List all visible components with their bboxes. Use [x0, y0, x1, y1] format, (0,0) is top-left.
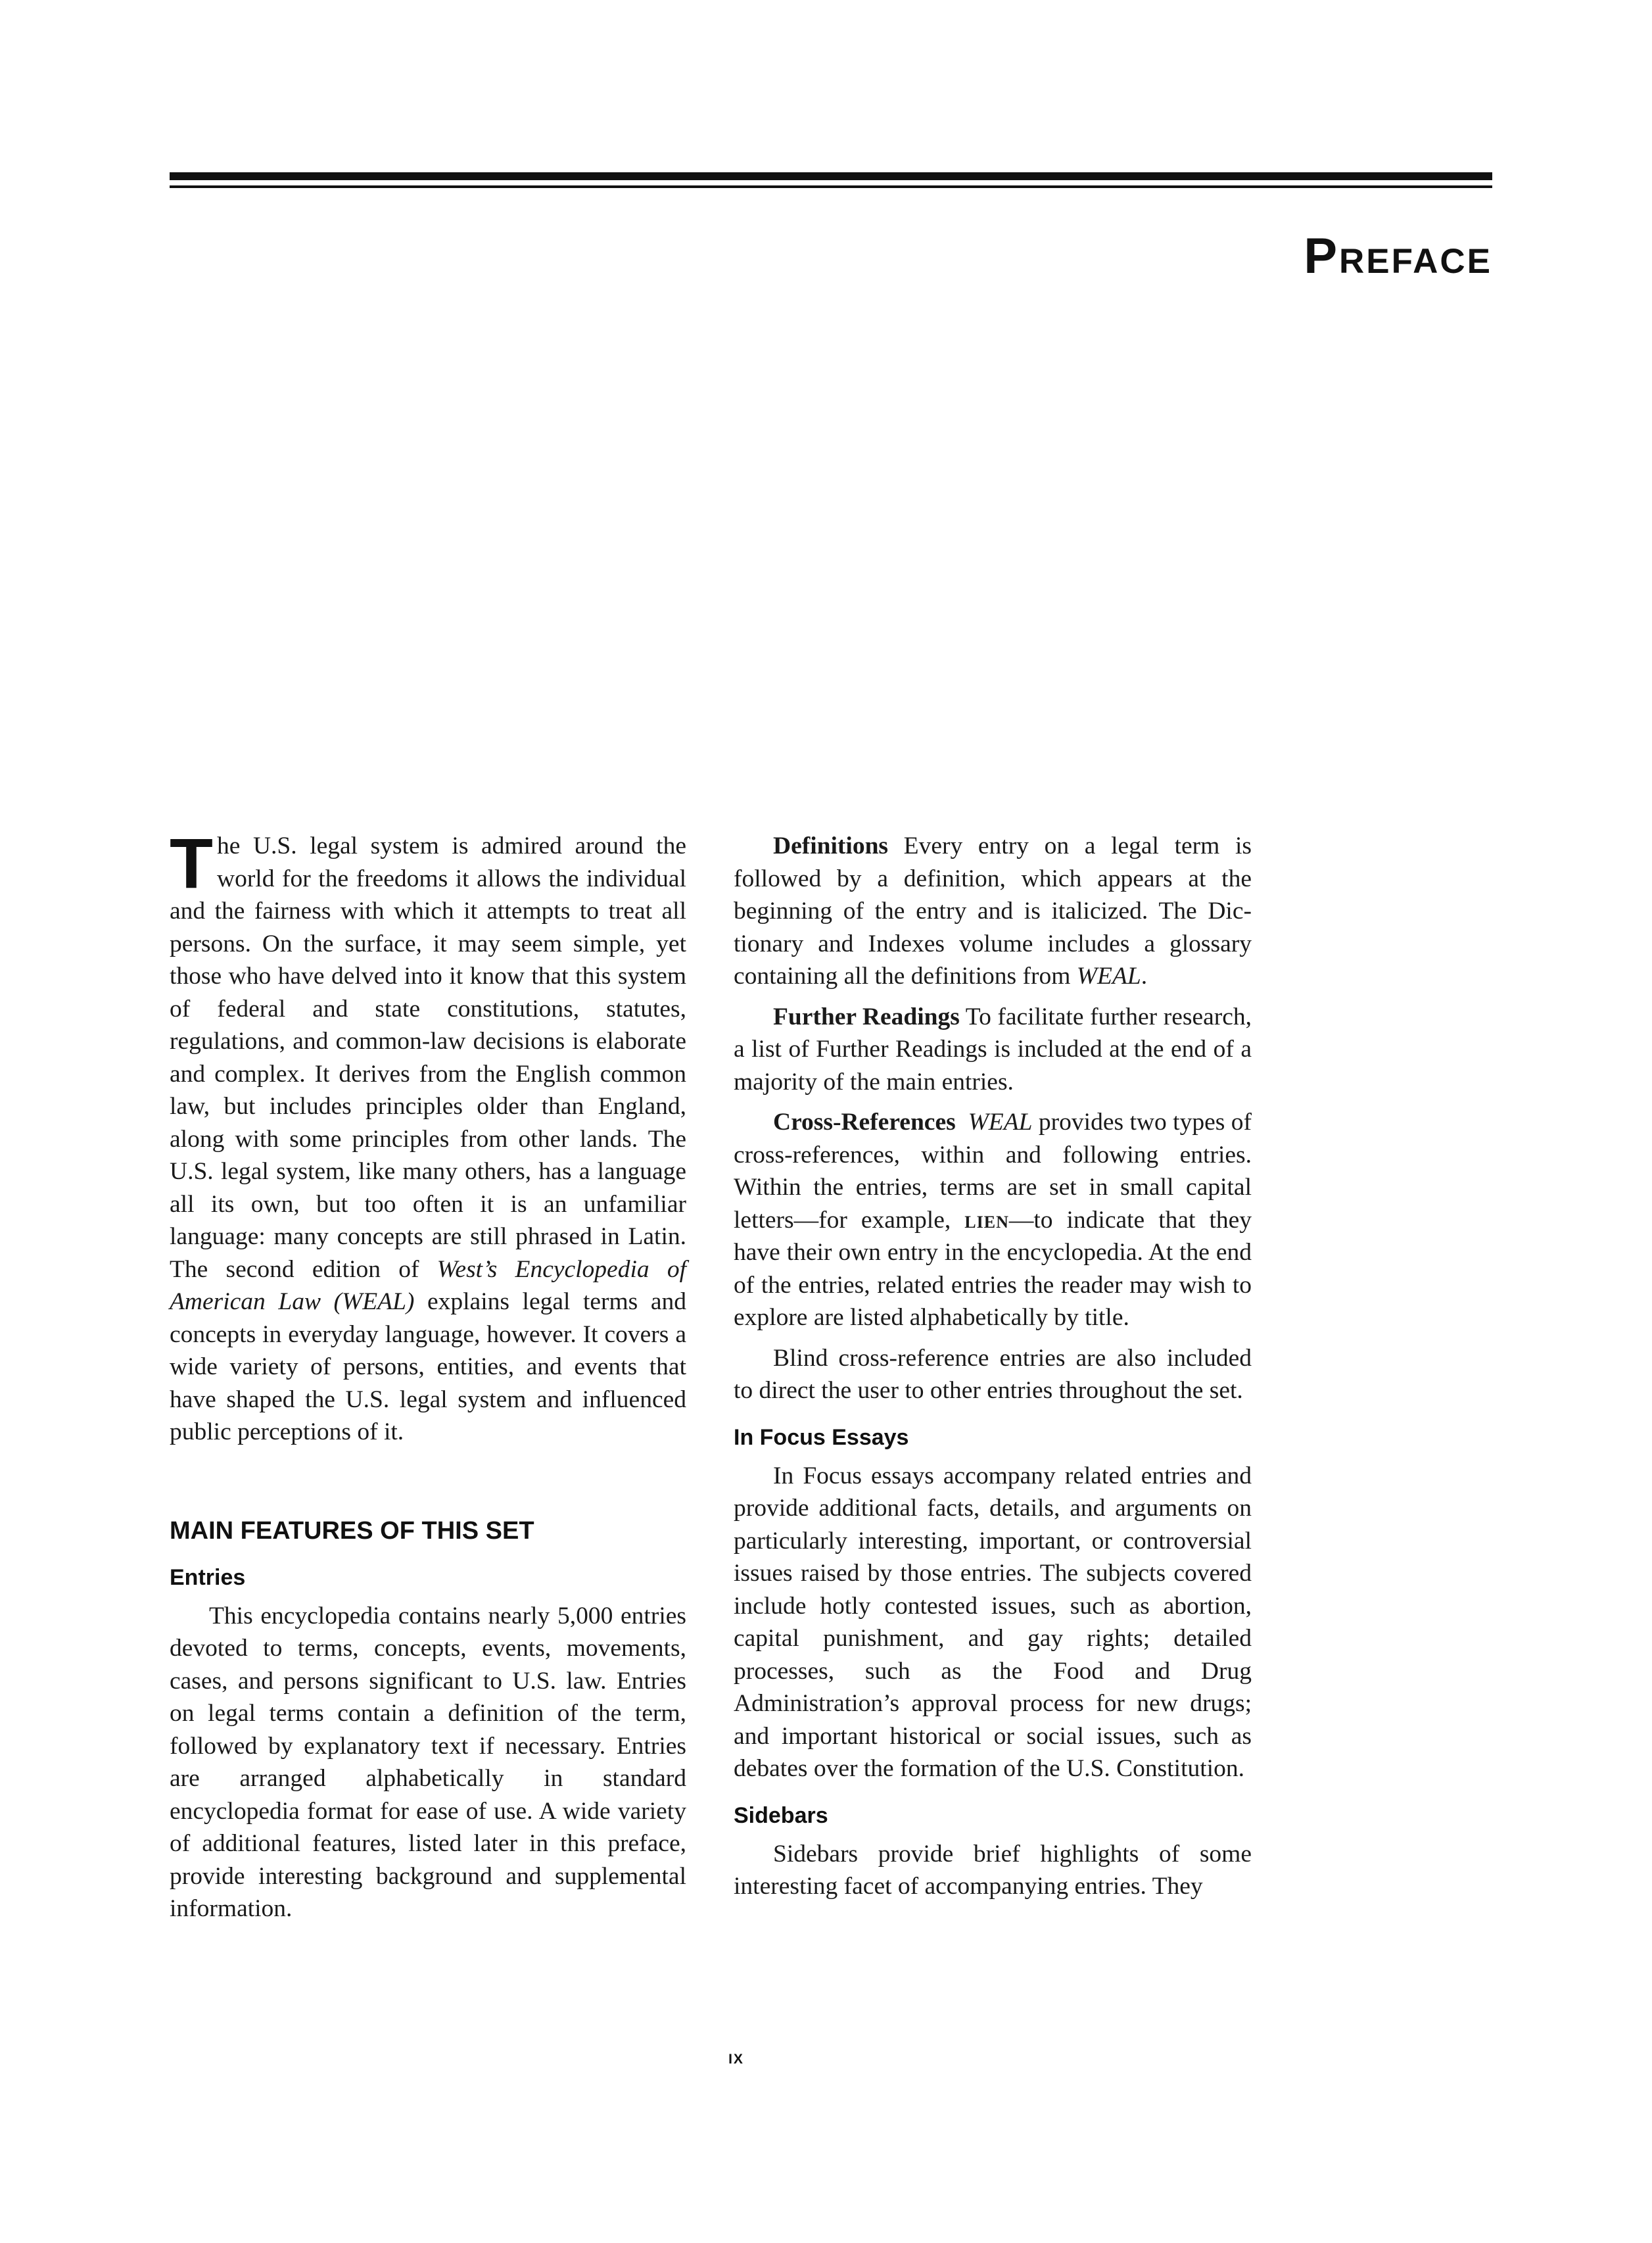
in-focus-heading: In Focus Essays [734, 1424, 909, 1450]
right-column [734, 830, 1252, 1903]
entries-heading: Entries [170, 1564, 246, 1590]
page-number: ix [728, 2046, 744, 2068]
in-focus-paragraph: In Focus essays accompany related entries and provide additional facts, details, and arguments on particularly interesting, important, or controversial issues raised by those entries. The subjects covered include hotly contested issues, such as abortion, capital punishment, and gay rights; detailed processes, such as the Food and Drug Administration’s approval process for new drugs; and important historical or social issues, such as debates over the formation of the U.S. Constitution. [734, 1462, 1252, 1782]
definitions-text-part-2: . [1141, 963, 1148, 990]
intro-text-part-2: explains legal terms and concepts in everyday language, however. It covers a wide variety of persons, entities, and events that have shaped the U.S. legal system and influenced public perceptions of it. [170, 1288, 686, 1445]
page-title: Preface [1304, 228, 1492, 284]
left-column [170, 823, 686, 1925]
further-readings-paragraph [734, 1001, 1252, 1099]
main-features-heading: MAIN FEATURES OF THIS SET [170, 1516, 534, 1545]
header-rule-thin [170, 185, 1492, 188]
header-rule-thick [170, 172, 1492, 180]
drop-cap: T [170, 823, 213, 903]
sidebars-heading: Sidebars [734, 1802, 828, 1828]
further-readings-text: To facilitate further research, a list of Further Readings is included at the end of a majority of the main entries. [734, 1003, 1252, 1096]
cross-references-label: Cross-References [773, 1109, 956, 1136]
definitions-italic: WEAL [1076, 963, 1141, 990]
entries-paragraph: This encyclopedia contains nearly 5,000 entries devoted to terms, concepts, events, movements, cases, and persons significant to U.S. law. Entries on legal terms contain a definition of the term, followed by explanatory text if necessary. Entries are arranged alphabetically in standard encyclopedia format for ease of use. A wide variety of additional features, listed later in this preface, provide interesting background and supplemental information. [170, 1602, 686, 1922]
definitions-paragraph [734, 830, 1252, 993]
definitions-label: Definitions [773, 832, 889, 859]
blind-cross-reference-paragraph: Blind cross-reference entries are also included to direct the user to other entries throughout the set. [734, 1344, 1252, 1404]
intro-italic-title: West’s Encyclopedia of American Law (WEAL) [170, 1255, 686, 1315]
intro-paragraph [170, 823, 686, 1449]
cross-references-text-part-1: provides two types of cross-references, within and following entries. Within the entries, terms are set in small capital letters—for example, [734, 1109, 1252, 1234]
intro-text-part-1: he U.S. legal system is admired around the world for the freedoms it allows the individual and the fairness with which it attempts to treat all persons. On the surface, it may seem simple, yet those who have delved into it know that this system of federal and state constitutions, statutes, regulations, and common-law decisions is elaborate and complex. It derives from the English common law, but includes principles older than England, along with some principles from other lands. The U.S. legal system, like many others, has a language all its own, but too often it is an unfamiliar language: many concepts are still phrased in Latin. The second edition of [170, 832, 686, 1283]
further-readings-label: Further Readings [773, 1003, 960, 1030]
definitions-text-part-1: Every entry on a legal term is followed by a definition, which appears at the beginning of the entry and is italicized. The Dictionary and Indexes volume includes a glossary containing all the definitions from [734, 832, 1252, 990]
cross-references-paragraph [734, 1106, 1252, 1334]
sidebars-paragraph: Sidebars provide brief highlights of some interesting facet of accompanying entries. They [734, 1840, 1252, 1900]
cross-references-italic: WEAL [968, 1109, 1033, 1136]
cross-references-text-part-2: —to indicate that they have their own entry in the encyclopedia. At the end of the entries, related entries the reader may wish to explore are listed alphabetically by title. [734, 1206, 1252, 1331]
cross-reference-example: lien [964, 1206, 1009, 1234]
